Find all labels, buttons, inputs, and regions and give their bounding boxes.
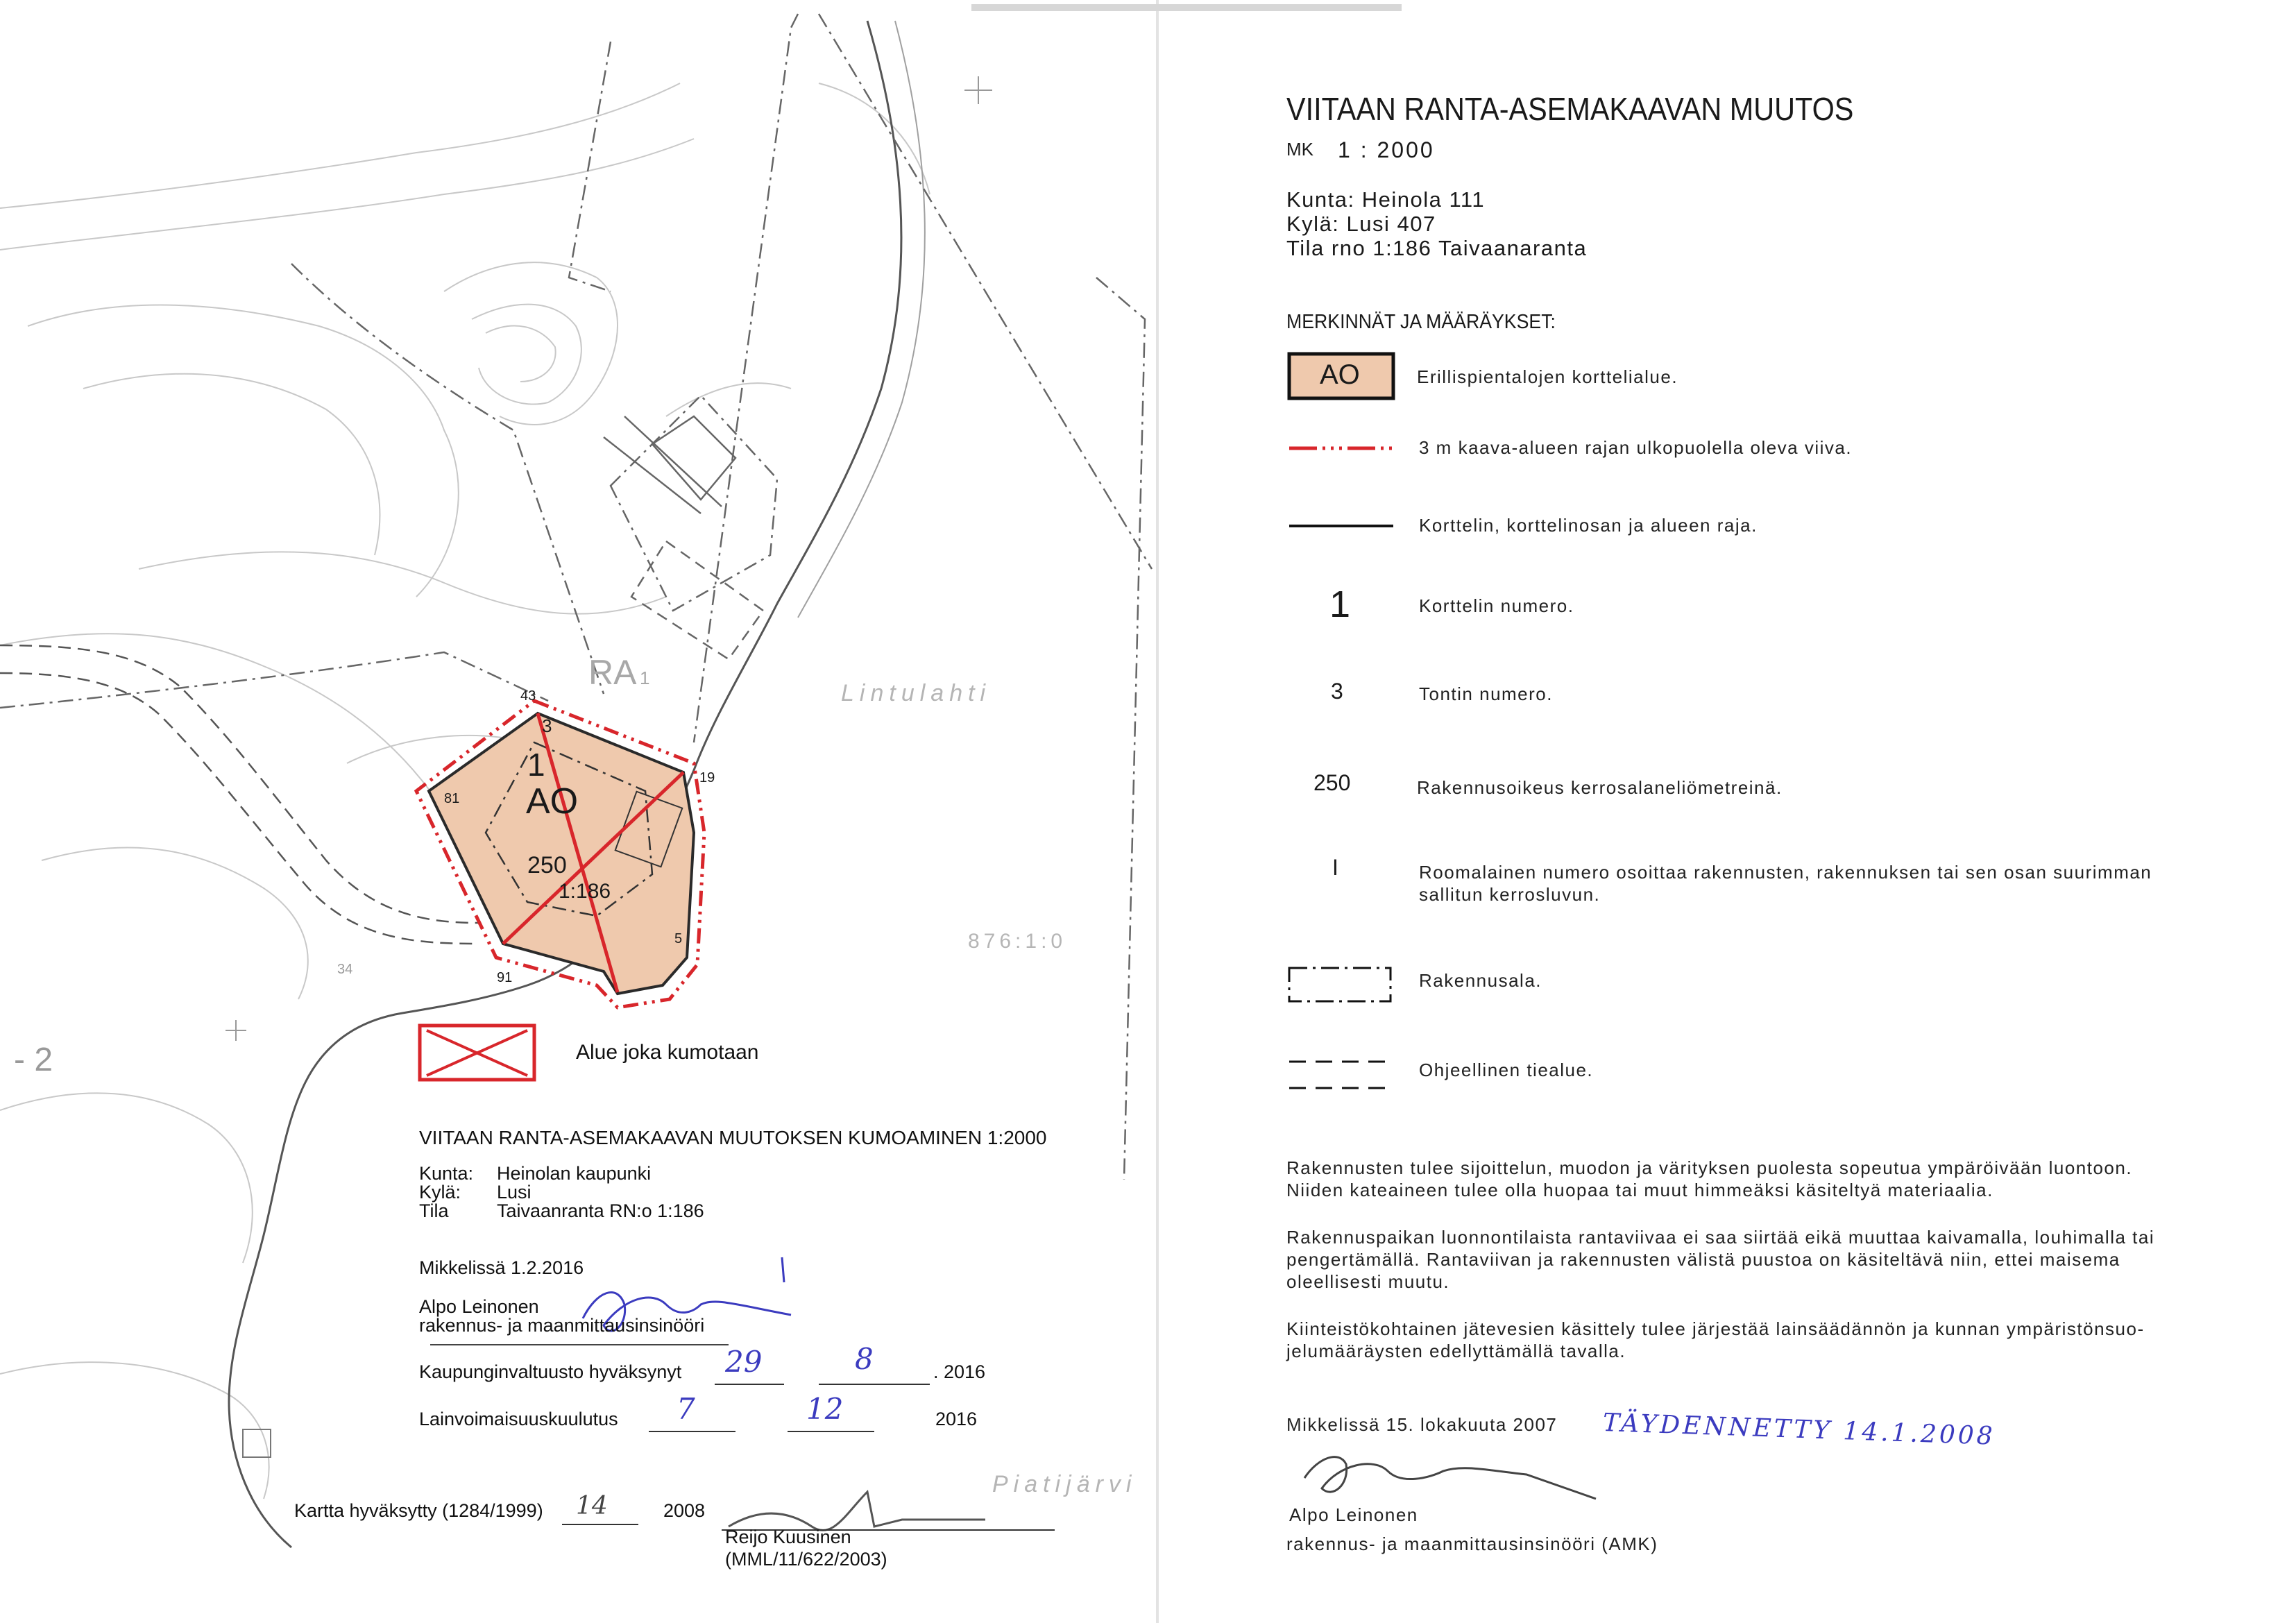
plan-kunta: Kunta: Heinola 111 bbox=[1286, 187, 1486, 212]
plan-place-date: Mikkelissä 15. lokakuuta 2007 bbox=[1286, 1414, 1558, 1435]
regulation-1-line-1: Rakennusten tulee sijoittelun, muodon ja värityksen puolesta sopeutua ympäröivään luontoon. bbox=[1286, 1157, 2133, 1178]
plan-title: VIITAAN RANTA-ASEMAKAAVAN MUUTOS bbox=[1286, 91, 1854, 127]
legend-ao-text: Erillispientalojen korttelialue. bbox=[1417, 366, 1678, 387]
scan-top-smudge bbox=[971, 4, 1402, 11]
road-lines bbox=[0, 645, 479, 944]
legend-floor-area-symbol: 250 bbox=[1313, 770, 1351, 795]
regulation-3-line-2: jelumääräysten edellyttämällä tavalla. bbox=[1286, 1341, 1626, 1361]
approved-day: 29 bbox=[725, 1345, 763, 1379]
adjacent-zone-label: RA bbox=[588, 653, 637, 692]
point-19-label: 19 bbox=[699, 770, 715, 785]
legend-block-number-text: Korttelin numero. bbox=[1419, 595, 1574, 616]
legal-year: 2016 bbox=[935, 1409, 978, 1429]
plot-number-label: 3 bbox=[542, 715, 552, 736]
map-edge-label: - 2 bbox=[14, 1042, 53, 1078]
regulation-2-line-3: oleellisesti muutu. bbox=[1286, 1271, 1450, 1292]
legend-floor-area-text: Rakennusoikeus kerrosalaneliömetreinä. bbox=[1417, 777, 1783, 798]
revocation-legend-label: Alue joka kumotaan bbox=[576, 1041, 759, 1064]
legend-building-area bbox=[1289, 968, 1391, 1001]
revocation-legend-symbol bbox=[420, 1026, 534, 1080]
revocation-tila-value: Taivaanranta RN:o 1:186 bbox=[497, 1200, 704, 1221]
point-91-label: 91 bbox=[497, 970, 513, 985]
plan-tila: Tila rno 1:186 Taivaanaranta bbox=[1286, 236, 1588, 260]
point-34-label: 34 bbox=[337, 962, 353, 977]
revocation-kyla-key: Kylä: bbox=[419, 1182, 461, 1203]
ra-building-lot bbox=[604, 396, 777, 659]
revocation-kyla-value: Lusi bbox=[497, 1182, 532, 1203]
legend-heading: MERKINNÄT JA MÄÄRÄYKSET: bbox=[1286, 311, 1556, 333]
revocation-title: VIITAAN RANTA-ASEMAKAAVAN MUUTOKSEN KUMOAMINEN 1:2000 bbox=[419, 1127, 1047, 1148]
legend-symbols bbox=[1289, 354, 1393, 1088]
revocation-place-date: Mikkelissä 1.2.2016 bbox=[419, 1257, 584, 1278]
regulation-2-line-1: Rakennuspaikan luonnontilaista rantaviivaa ei saa siirtää eikä muuttaa kaivamalla, louhimalla tai bbox=[1286, 1227, 2155, 1248]
regulation-3-line-1: Kiinteistökohtainen jätevesien käsittely tulee järjestää lainsäädännön ja kunnan ympäristönsuo- bbox=[1286, 1318, 2145, 1339]
plan-scale: 1 : 2000 bbox=[1338, 137, 1435, 162]
legal-month: 12 bbox=[806, 1392, 844, 1426]
revocation-signer-name: Alpo Leinonen bbox=[419, 1296, 539, 1317]
map-approved-day: 14 bbox=[576, 1492, 608, 1520]
point-43-label: 43 bbox=[520, 688, 536, 704]
legend-building-area-text: Rakennusala. bbox=[1419, 970, 1542, 991]
legal-day: 7 bbox=[677, 1392, 695, 1426]
plan-scale-prefix: MK bbox=[1286, 139, 1313, 160]
revocation-tila-key: Tila bbox=[419, 1200, 449, 1221]
plan-kyla: Kylä: Lusi 407 bbox=[1286, 212, 1436, 236]
zone-code-label: AO bbox=[526, 781, 579, 822]
legend-block-number-symbol: 1 bbox=[1329, 584, 1351, 625]
floor-area-label: 250 bbox=[527, 852, 567, 878]
block-number-label: 1 bbox=[527, 747, 545, 783]
parcel-876-label: 876:1:0 bbox=[968, 930, 1067, 953]
signature-map-approval bbox=[729, 1492, 985, 1530]
point-5-label: 5 bbox=[674, 931, 683, 946]
legend-plot-number-symbol: 3 bbox=[1331, 679, 1343, 704]
legend-red-line-text: 3 m kaava-alueen rajan ulkopuolella oleva viiva. bbox=[1419, 437, 1853, 458]
legend-ao-symbol: AO bbox=[1320, 359, 1360, 390]
adjacent-zone-sub-label: 1 bbox=[640, 668, 650, 688]
map-approved-year: 2008 bbox=[663, 1500, 706, 1521]
revocation-kunta-key: Kunta: bbox=[419, 1163, 474, 1184]
regulation-2-line-2: pengertämällä. Rantaviivan ja rakennusten välistä puustoa on käsiteltävä niin, ettei maisema bbox=[1286, 1249, 2120, 1270]
place-lintulahti-label: Lintulahti bbox=[841, 680, 992, 706]
legend-roman-numeral-symbol: I bbox=[1332, 855, 1338, 880]
plan-handwritten-note: TÄYDENNETTY 14.1.2008 bbox=[1602, 1409, 1996, 1451]
parcel-ref-label: 1:186 bbox=[559, 880, 611, 903]
legal-label: Lainvoimaisuuskuulutus bbox=[419, 1409, 618, 1429]
approved-label: Kaupunginvaltuusto hyväksynyt bbox=[419, 1361, 682, 1382]
legend-roman-numeral-text: Roomalainen numero osoittaa rakennusten, rakennuksen tai sen osan suurimman bbox=[1419, 862, 2152, 883]
plan-signer-name: Alpo Leinonen bbox=[1289, 1504, 1418, 1525]
regulation-1-line-2: Niiden kateaineen tulee olla huopaa tai muut himmeäksi käsiteltyä materiaalia. bbox=[1286, 1180, 1993, 1200]
map-approved-label: Kartta hyväksytty (1284/1999) bbox=[294, 1500, 543, 1521]
approved-year: . 2016 bbox=[933, 1361, 986, 1382]
map-signer-ref: (MML/11/622/2003) bbox=[725, 1549, 887, 1570]
signature-plan bbox=[1304, 1457, 1596, 1499]
legend-road-text: Ohjeellinen tiealue. bbox=[1419, 1060, 1594, 1080]
handwritten-tick bbox=[782, 1257, 784, 1282]
map-signer-name: Reijo Kuusinen bbox=[725, 1527, 851, 1547]
shoreline-inner bbox=[798, 21, 925, 618]
revocation-signer-title: rakennus- ja maanmittausinsinööri bbox=[419, 1315, 705, 1336]
place-piatijarvi-label: Piatijärvi bbox=[992, 1471, 1137, 1497]
legend-plot-number-text: Tontin numero. bbox=[1419, 683, 1553, 704]
plan-signer-title: rakennus- ja maanmittausinsinööri (AMK) bbox=[1286, 1533, 1658, 1554]
revocation-kunta-value: Heinolan kaupunki bbox=[497, 1163, 652, 1184]
point-81-label: 81 bbox=[444, 791, 460, 806]
legend-roman-numeral-text-2: sallitun kerrosluvun. bbox=[1419, 884, 1601, 905]
approved-month: 8 bbox=[855, 1342, 874, 1376]
legend-black-line-text: Korttelin, korttelinosan ja alueen raja. bbox=[1419, 515, 1758, 536]
